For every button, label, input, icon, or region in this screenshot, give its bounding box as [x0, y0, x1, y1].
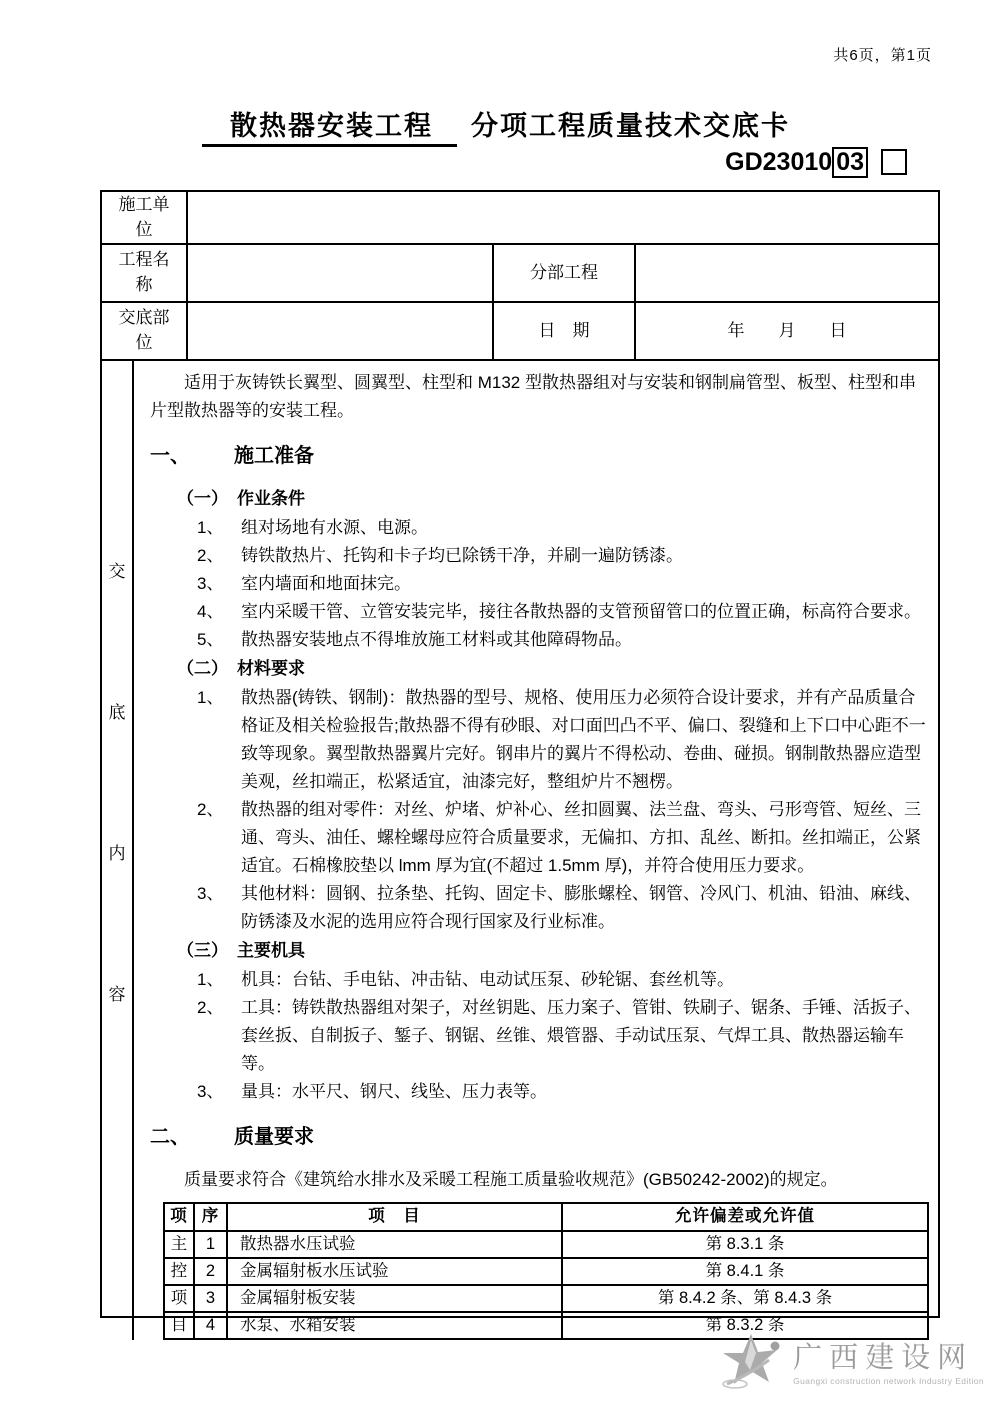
document-code-prefix: GD23010	[725, 147, 833, 176]
list-item	[150, 994, 928, 1078]
list-item	[150, 684, 928, 796]
disclosure-part-row	[102, 303, 938, 361]
item-cell: 金属辐射板水压试验	[227, 1258, 562, 1285]
code-checkbox	[881, 149, 907, 175]
list-item-text: 机具：台钻、手电钻、冲击钻、电动试压泵、砂轮锯、套丝机等。	[241, 970, 734, 989]
site-watermark	[717, 1332, 984, 1395]
quality-requirement-intro: 质量要求符合《建筑给水排水及采暖工程施工质量验收规范》(GB50242-2002)的规定。	[184, 1170, 838, 1189]
subsection-1-3-heading	[150, 937, 928, 965]
list-item-number: 5、	[197, 630, 224, 649]
subsection-1-1-title: 作业条件	[237, 489, 305, 508]
list-item	[150, 626, 928, 654]
table-row	[164, 1231, 928, 1258]
list-item-text: 工具：铸铁散热器组对架子，对丝钥匙、压力案子、管钳、铁刷子、锯条、手锤、活扳子、套丝扳、自制扳子、錾子、钢锯、丝锥、煨管器、手动试压泵、气焊工具、散热器运输车等。	[241, 998, 921, 1073]
list-item-number: 2、	[197, 998, 224, 1017]
list-item-number: 3、	[197, 1082, 224, 1101]
document-code	[725, 146, 907, 178]
subsection-1-3-title: 主要机具	[237, 941, 305, 960]
disclosure-part-value-cell	[188, 303, 494, 359]
list-item-text: 散热器(铸铁、钢制)：散热器的型号、规格、使用压力必须符合设计要求，并有产品质量合格证及相关检验报告;散热器不得有砂眼、对口面凹凸不平、偏口、裂缝和上下口中心距不一致等现象。翼型散热器翼片完好。钢串片的翼片不得松动、卷曲、碰损。钢制散热器应造型美观，丝扣端正，松紧适宜，油漆完好，整组炉片不翘楞。	[241, 688, 926, 791]
list-item	[150, 880, 928, 936]
sub-project-value-cell	[636, 245, 938, 301]
side-char: 内	[108, 844, 126, 863]
list-item-number: 1、	[197, 688, 224, 707]
section-1-number: 一、	[150, 445, 190, 467]
watermark-site-name: 广西建设网	[793, 1341, 974, 1374]
list-item-number: 1、	[197, 970, 224, 989]
col-header-seq: 序	[194, 1203, 227, 1231]
list-item	[150, 966, 928, 994]
group-char-cell: 项	[164, 1285, 194, 1312]
section-2-heading	[150, 1122, 928, 1152]
construction-unit-label-text: 施工单位	[118, 194, 170, 239]
list-item	[150, 514, 928, 542]
table-row	[164, 1285, 928, 1312]
col-header-item: 项 目	[227, 1203, 562, 1231]
group-char-cell: 目	[164, 1312, 194, 1339]
item-cell: 散热器水压试验	[227, 1231, 562, 1258]
document-title-suffix: 分项工程质量技术交底卡	[471, 111, 790, 141]
tolerance-cell: 第 8.4.1 条	[562, 1258, 928, 1285]
tolerance-cell: 第 8.3.2 条	[562, 1312, 928, 1339]
project-name-row	[102, 245, 938, 303]
subsection-1-2-number: （二）	[177, 659, 228, 678]
construction-unit-row	[102, 192, 938, 245]
list-item	[150, 570, 928, 598]
subsection-1-1-heading	[150, 485, 928, 513]
section-2-title: 质量要求	[234, 1126, 314, 1148]
seq-cell: 1	[194, 1231, 227, 1258]
document-code-boxed: 03	[832, 147, 868, 178]
seq-cell: 2	[194, 1258, 227, 1285]
tolerance-cell: 第 8.4.2 条、第 8.4.3 条	[562, 1285, 928, 1312]
group-char-cell: 主	[164, 1231, 194, 1258]
star-logo-icon	[717, 1332, 789, 1395]
subsection-1-2-heading	[150, 655, 928, 683]
seq-cell: 4	[194, 1312, 227, 1339]
list-item-text: 铸铁散热片、托钩和卡子均已除锈干净，并刷一遍防锈漆。	[241, 546, 683, 565]
list-item-number: 2、	[197, 546, 224, 565]
tolerance-cell: 第 8.3.1 条	[562, 1231, 928, 1258]
sub-project-label: 分部工程	[494, 245, 636, 301]
seq-cell: 3	[194, 1285, 227, 1312]
construction-unit-value-cell	[188, 192, 938, 243]
page-number: 共6页，第1页	[833, 47, 932, 64]
project-name-value-cell	[188, 245, 494, 301]
watermark-text	[793, 1342, 984, 1386]
disclosure-card-table	[100, 190, 940, 1334]
list-item-text: 组对场地有水源、电源。	[241, 518, 428, 537]
project-name-label-text: 工程名称	[118, 250, 170, 294]
list-item-number: 4、	[197, 602, 224, 621]
list-item	[150, 542, 928, 570]
construction-unit-label	[102, 192, 188, 243]
disclosure-content-side-label	[102, 361, 134, 1340]
side-char: 交	[108, 562, 126, 581]
item-cell: 金属辐射板安装	[227, 1285, 562, 1312]
list-item	[150, 1078, 928, 1106]
subsection-1-3-number: （三）	[177, 941, 228, 960]
document-title-project: 散热器安装工程	[202, 111, 457, 147]
col-header-tolerance: 允许偏差或允许值	[562, 1203, 928, 1231]
list-item-number: 3、	[197, 884, 224, 903]
group-char-cell: 控	[164, 1258, 194, 1285]
list-item-text: 量具：水平尺、钢尺、线坠、压力表等。	[241, 1082, 547, 1101]
list-item-text: 其他材料：圆钢、拉条垫、托钩、固定卡、膨胀螺栓、钢管、冷风门、机油、铅油、麻线、防锈漆及水泥的选用应符合现行国家及行业标准。	[241, 884, 921, 931]
list-item-text: 散热器的组对零件：对丝、炉堵、炉补心、丝扣圆翼、法兰盘、弯头、弓形弯管、短丝、三通、弯头、油任、螺栓螺母应符合质量要求，无偏扣、方扣、乱丝、断扣。丝扣端正，公紧适宜。石棉橡胶垫以 lmm 厚为宜(不超过 1.5mm 厚)，并符合使用压力要求。	[241, 800, 921, 875]
side-char: 底	[108, 703, 126, 722]
disclosure-content-body	[134, 361, 938, 1340]
scope-paragraph: 适用于灰铸铁长翼型、圆翼型、柱型和 M132 型散热器组对与安装和钢制扁管型、板型、柱型和串片型散热器等的安装工程。	[150, 373, 916, 420]
document-title	[0, 104, 992, 143]
col-header-group: 项	[164, 1203, 194, 1231]
date-value-cell: 年 月 日	[727, 320, 847, 340]
subsection-1-2-title: 材料要求	[237, 659, 305, 678]
project-name-label	[102, 245, 188, 301]
list-item-number: 1、	[197, 518, 224, 537]
list-item-text: 散热器安装地点不得堆放施工材料或其他障碍物品。	[241, 630, 632, 649]
list-item	[150, 796, 928, 880]
item-cell: 水泵、水箱安装	[227, 1312, 562, 1339]
section-2-number: 二、	[150, 1126, 190, 1148]
disclosure-content-row	[102, 361, 938, 1340]
subsection-1-1-number: （一）	[177, 489, 228, 508]
date-label: 日 期	[494, 303, 636, 359]
table-row	[164, 1258, 928, 1285]
list-item	[150, 598, 928, 626]
list-item-number: 2、	[197, 800, 224, 819]
section-1-heading	[150, 441, 928, 471]
quality-requirement-table	[163, 1202, 929, 1340]
list-item-text: 室内墙面和地面抹完。	[241, 574, 411, 593]
list-item-number: 3、	[197, 574, 224, 593]
disclosure-part-label-text: 交底部位	[118, 308, 170, 352]
disclosure-part-label	[102, 303, 188, 359]
table-header-row	[164, 1203, 928, 1231]
section-1-title: 施工准备	[234, 445, 314, 467]
side-char: 容	[108, 985, 126, 1004]
list-item-text: 室内采暖干管、立管安装完毕，接往各散热器的支管预留管口的位置正确，标高符合要求。	[241, 602, 921, 621]
watermark-tagline: Guangxi construction network Industry Edition	[793, 1375, 984, 1386]
